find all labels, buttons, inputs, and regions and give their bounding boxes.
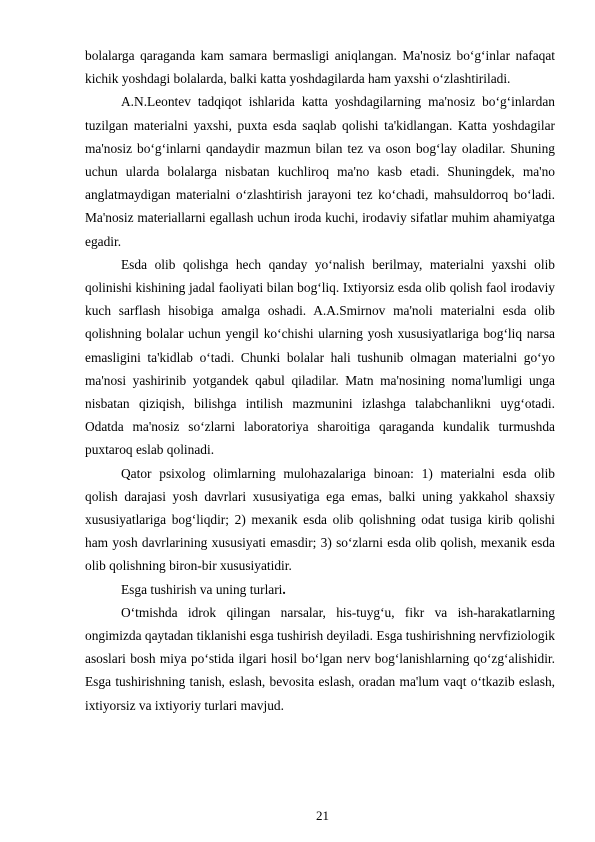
paragraph-smirnov: Esda olib qolishga hech qanday yo‘nalish berilmay, materialni yaxshi olib qolinishi kishining jadal faoliyati bilan bog‘liq. Ixtiyorsiz esda olib qolish faol irodaviy kuch sarflash hisobiga amalga oshadi. A.A.Smirnov ma'noli materialni esda olib qolishning bolalar uchun yengil ko‘chishi ularning yosh xususiyatlariga bog‘liq narsa emasligini ta'kidlab o‘tadi. Chunki bolalar hali tushunib olmagan materialni go‘yo ma'nosi yashirinib yotgandek qabul qiladilar. Matn ma'nosining noma'lumligi unga nisbatan qiziqish, bilishga intilish mazmunini izlashga talabchanlikni uyg‘otadi. Odatda ma'nosiz so‘zlarni laboratoriya sharoitiga qaraganda kundalik turmushda puxtaroq eslab qolinadi. (85, 256, 555, 458)
paragraph-leontev: A.N.Leontev tadqiqot ishlarida katta yoshdagilarning ma'nosiz bo‘g‘inlardan tuzilgan materialni yaxshi, puxta esda saqlab qolishi ta'kidlangan. Katta yoshdagilar ma'nosiz bo‘g‘inlarni qandaydir mazmun bilan tez va oson bog‘lay oladilar. Shuning uchun ularda bolalarga nisbatan kuchliroq ma'no kasb etadi. Shuningdek, ma'no anglatmaydigan materialni o‘zlashtirish jarayoni tez ko‘chadi, mahsuldorroq bo‘ladi. Ma'nosiz materiallarni egallash uchun iroda kuchi, irodaviy sifatlar muhim ahamiyatga egadir. (85, 94, 555, 249)
paragraph-recall-definition: O‘tmishda idrok qilingan narsalar, his-tuyg‘u, fikr va ish-harakatlarning ongimizda qaytadan tiklanishi esga tushirish deyiladi. Esga tushirishning nervfiziologik asoslari bosh miya po‘stida ilgari hosil bo‘lgan nerv bog‘lanishlarning qo‘zg‘alishidir. Esga tushirishning tanish, eslash, bevosita eslash, oradan ma'lum vaqt o‘tkazib eslash, ixtiyorsiz va ixtiyoriy turlari mavjud. (85, 604, 555, 713)
section-heading-dot: . (282, 581, 286, 597)
section-heading-text: Esga tushirish va uning turlari (121, 581, 283, 597)
section-heading (85, 578, 555, 601)
paragraph-psychologists: Qator psixolog olimlarning mulohazalariga binoan: 1) materialni esda olib qolish darajasi yosh davrlari xususiyatiga ega emas, balki uning yakkahol shaxsiy xususiyatlariga bog‘liqdir; 2) mexanik esda olib qolishning odat tusiga kirib qolishi ham yosh davrlarining xususiyati emasdir; 3) so‘zlarni esda olib qolish, mexanik esda olib qolishning biron-bir xususiyatidir. (85, 465, 555, 574)
page-number: 21 (316, 808, 329, 823)
paragraph-continuation: bolalarga qaraganda kam samara bermasligi aniqlangan. Ma'nosiz bo‘g‘inlar nafaqat kichik yoshdagi bolalarda, balki katta yoshdagilarda ham yaxshi o‘zlashtiriladi. (85, 48, 555, 87)
document-page (85, 44, 555, 717)
